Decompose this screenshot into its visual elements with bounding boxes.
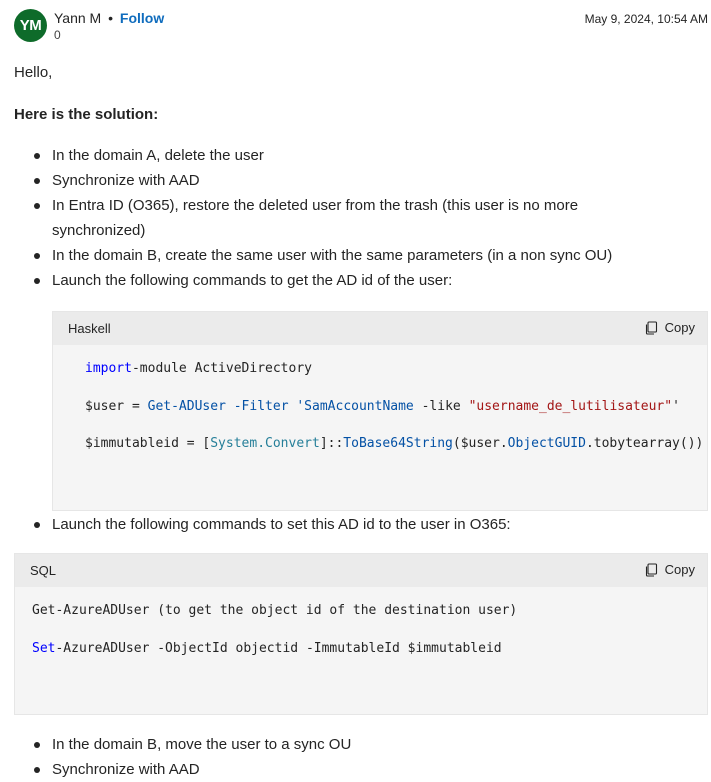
greeting-text: Hello, <box>14 64 53 81</box>
code-line <box>85 361 312 376</box>
code-token: Get-AzureADUser (to get the object id of the destination user) <box>32 603 518 618</box>
code-token: -Filter <box>225 399 297 414</box>
code-block-haskell <box>52 311 708 511</box>
solution-heading: Here is the solution: <box>14 106 159 123</box>
code-token: import <box>85 361 132 376</box>
code-token: "username_de_lutilisateur" <box>468 399 673 414</box>
code-token: Get-ADUser <box>147 399 226 414</box>
code-token: ]:: <box>319 436 344 451</box>
copy-label: Copy <box>664 320 695 335</box>
code-block-sql <box>14 553 708 715</box>
code-line <box>32 603 517 618</box>
avatar[interactable]: YM <box>14 9 47 42</box>
code-token: $immutableid = [ <box>85 436 211 451</box>
code-token: ' <box>672 399 680 414</box>
list-item: Synchronize with AAD <box>14 757 654 782</box>
steps-list-1 <box>14 143 654 293</box>
copy-icon <box>644 321 658 335</box>
code-content <box>32 554 518 656</box>
code-token: System.Convert <box>210 436 320 451</box>
code-token: -AzureADUser -ObjectId objectid -ImmutableId $immutableid <box>55 641 502 656</box>
code-token: ($user. <box>452 436 508 451</box>
code-token: 'SamAccountName <box>296 399 414 414</box>
copy-button[interactable] <box>644 320 695 335</box>
copy-icon <box>644 563 658 577</box>
separator-dot: • <box>108 10 114 26</box>
list-item: Synchronize with AAD <box>14 168 654 193</box>
code-language-label: SQL <box>30 563 57 578</box>
code-token: Set <box>32 641 56 656</box>
code-language-label: Haskell <box>68 321 111 336</box>
kudos-count: 0 <box>54 28 61 42</box>
post-header <box>14 6 708 44</box>
code-token: -module ActiveDirectory <box>131 361 312 376</box>
code-block-header <box>53 312 707 345</box>
code-block-header <box>15 554 707 587</box>
author-line <box>54 10 164 26</box>
code-line <box>32 641 502 656</box>
list-item: Launch the following commands to get the AD id of the user: <box>14 268 654 293</box>
code-token: -like <box>413 399 469 414</box>
code-token: ToBase64String <box>343 436 453 451</box>
list-item: In the domain B, move the user to a sync OU <box>14 732 654 757</box>
list-item: In the domain B, create the same user with the same parameters (in a non sync OU) <box>14 243 654 268</box>
list-item: Launch the following commands to set this AD id to the user in O365: <box>14 512 654 537</box>
code-token: $user = <box>85 399 148 414</box>
steps-list-3 <box>14 732 654 782</box>
code-line <box>85 399 680 414</box>
code-line <box>85 436 703 451</box>
follow-button[interactable]: Follow <box>119 10 165 26</box>
steps-list-2 <box>14 512 654 537</box>
code-token: .tobytearray()) <box>585 436 704 451</box>
post-timestamp: May 9, 2024, 10:54 AM <box>584 12 708 26</box>
copy-label: Copy <box>664 562 695 577</box>
code-token: ObjectGUID <box>507 436 586 451</box>
list-item: In the domain A, delete the user <box>14 143 654 168</box>
copy-button[interactable] <box>644 562 695 577</box>
author-name[interactable]: Yann M <box>54 10 102 26</box>
list-item: In Entra ID (O365), restore the deleted user from the trash (this user is no more synchronized) <box>14 193 654 243</box>
